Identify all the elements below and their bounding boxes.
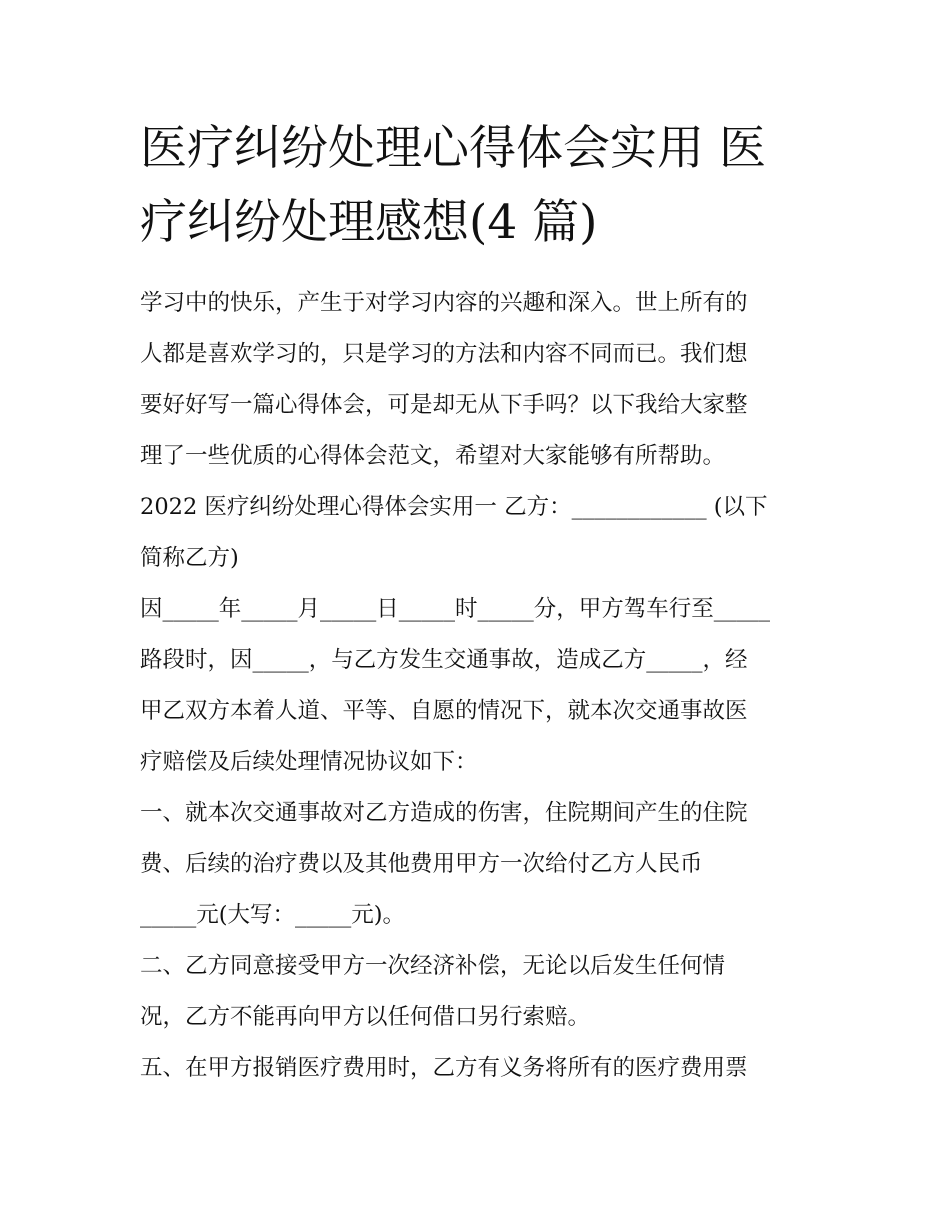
body-line: 二、乙方同意接受甲方一次经济补偿，无论以后发生任何情 [140, 953, 726, 979]
body-line: 学习中的快乐，产生于对学习内容的兴趣和深入。世上所有的 [140, 290, 748, 316]
body-line: 费、后续的治疗费以及其他费用甲方一次给付乙方人民币 [140, 851, 703, 877]
body-line: 要好好写一篇心得体会，可是却无从下手吗？以下我给大家整 [140, 392, 748, 418]
body-line: _____元(大写：_____元)。 [140, 902, 406, 928]
title-line-2: 疗纠纷处理感想(4 篇) [140, 195, 598, 250]
title-line-1: 医疗纠纷处理心得体会实用 医 [140, 121, 766, 176]
body-line: 简称乙方) [140, 545, 239, 571]
body-line: 况，乙方不能再向甲方以任何借口另行索赔。 [140, 1004, 591, 1030]
body-line: 路段时，因_____，与乙方发生交通事故，造成乙方_____，经 [140, 647, 748, 673]
body-line: 甲乙双方本着人道、平等、自愿的情况下，就本次交通事故医 [140, 698, 748, 724]
document-title [140, 112, 820, 260]
document-body [140, 278, 820, 1094]
body-line: 一、就本次交通事故对乙方造成的伤害，住院期间产生的住院 [140, 800, 748, 826]
body-line: 理了一些优质的心得体会范文，希望对大家能够有所帮助。 [140, 443, 726, 469]
body-line: 因_____年_____月_____日_____时_____分，甲方驾车行至_____ [140, 596, 771, 622]
body-line: 疗赔偿及后续处理情况协议如下： [140, 749, 478, 775]
body-line: 2022 医疗纠纷处理心得体会实用一 乙方：____________ (以下 [140, 494, 768, 520]
body-line: 五、在甲方报销医疗费用时，乙方有义务将所有的医疗费用票 [140, 1055, 748, 1081]
body-line: 人都是喜欢学习的，只是学习的方法和内容不同而已。我们想 [140, 341, 748, 367]
